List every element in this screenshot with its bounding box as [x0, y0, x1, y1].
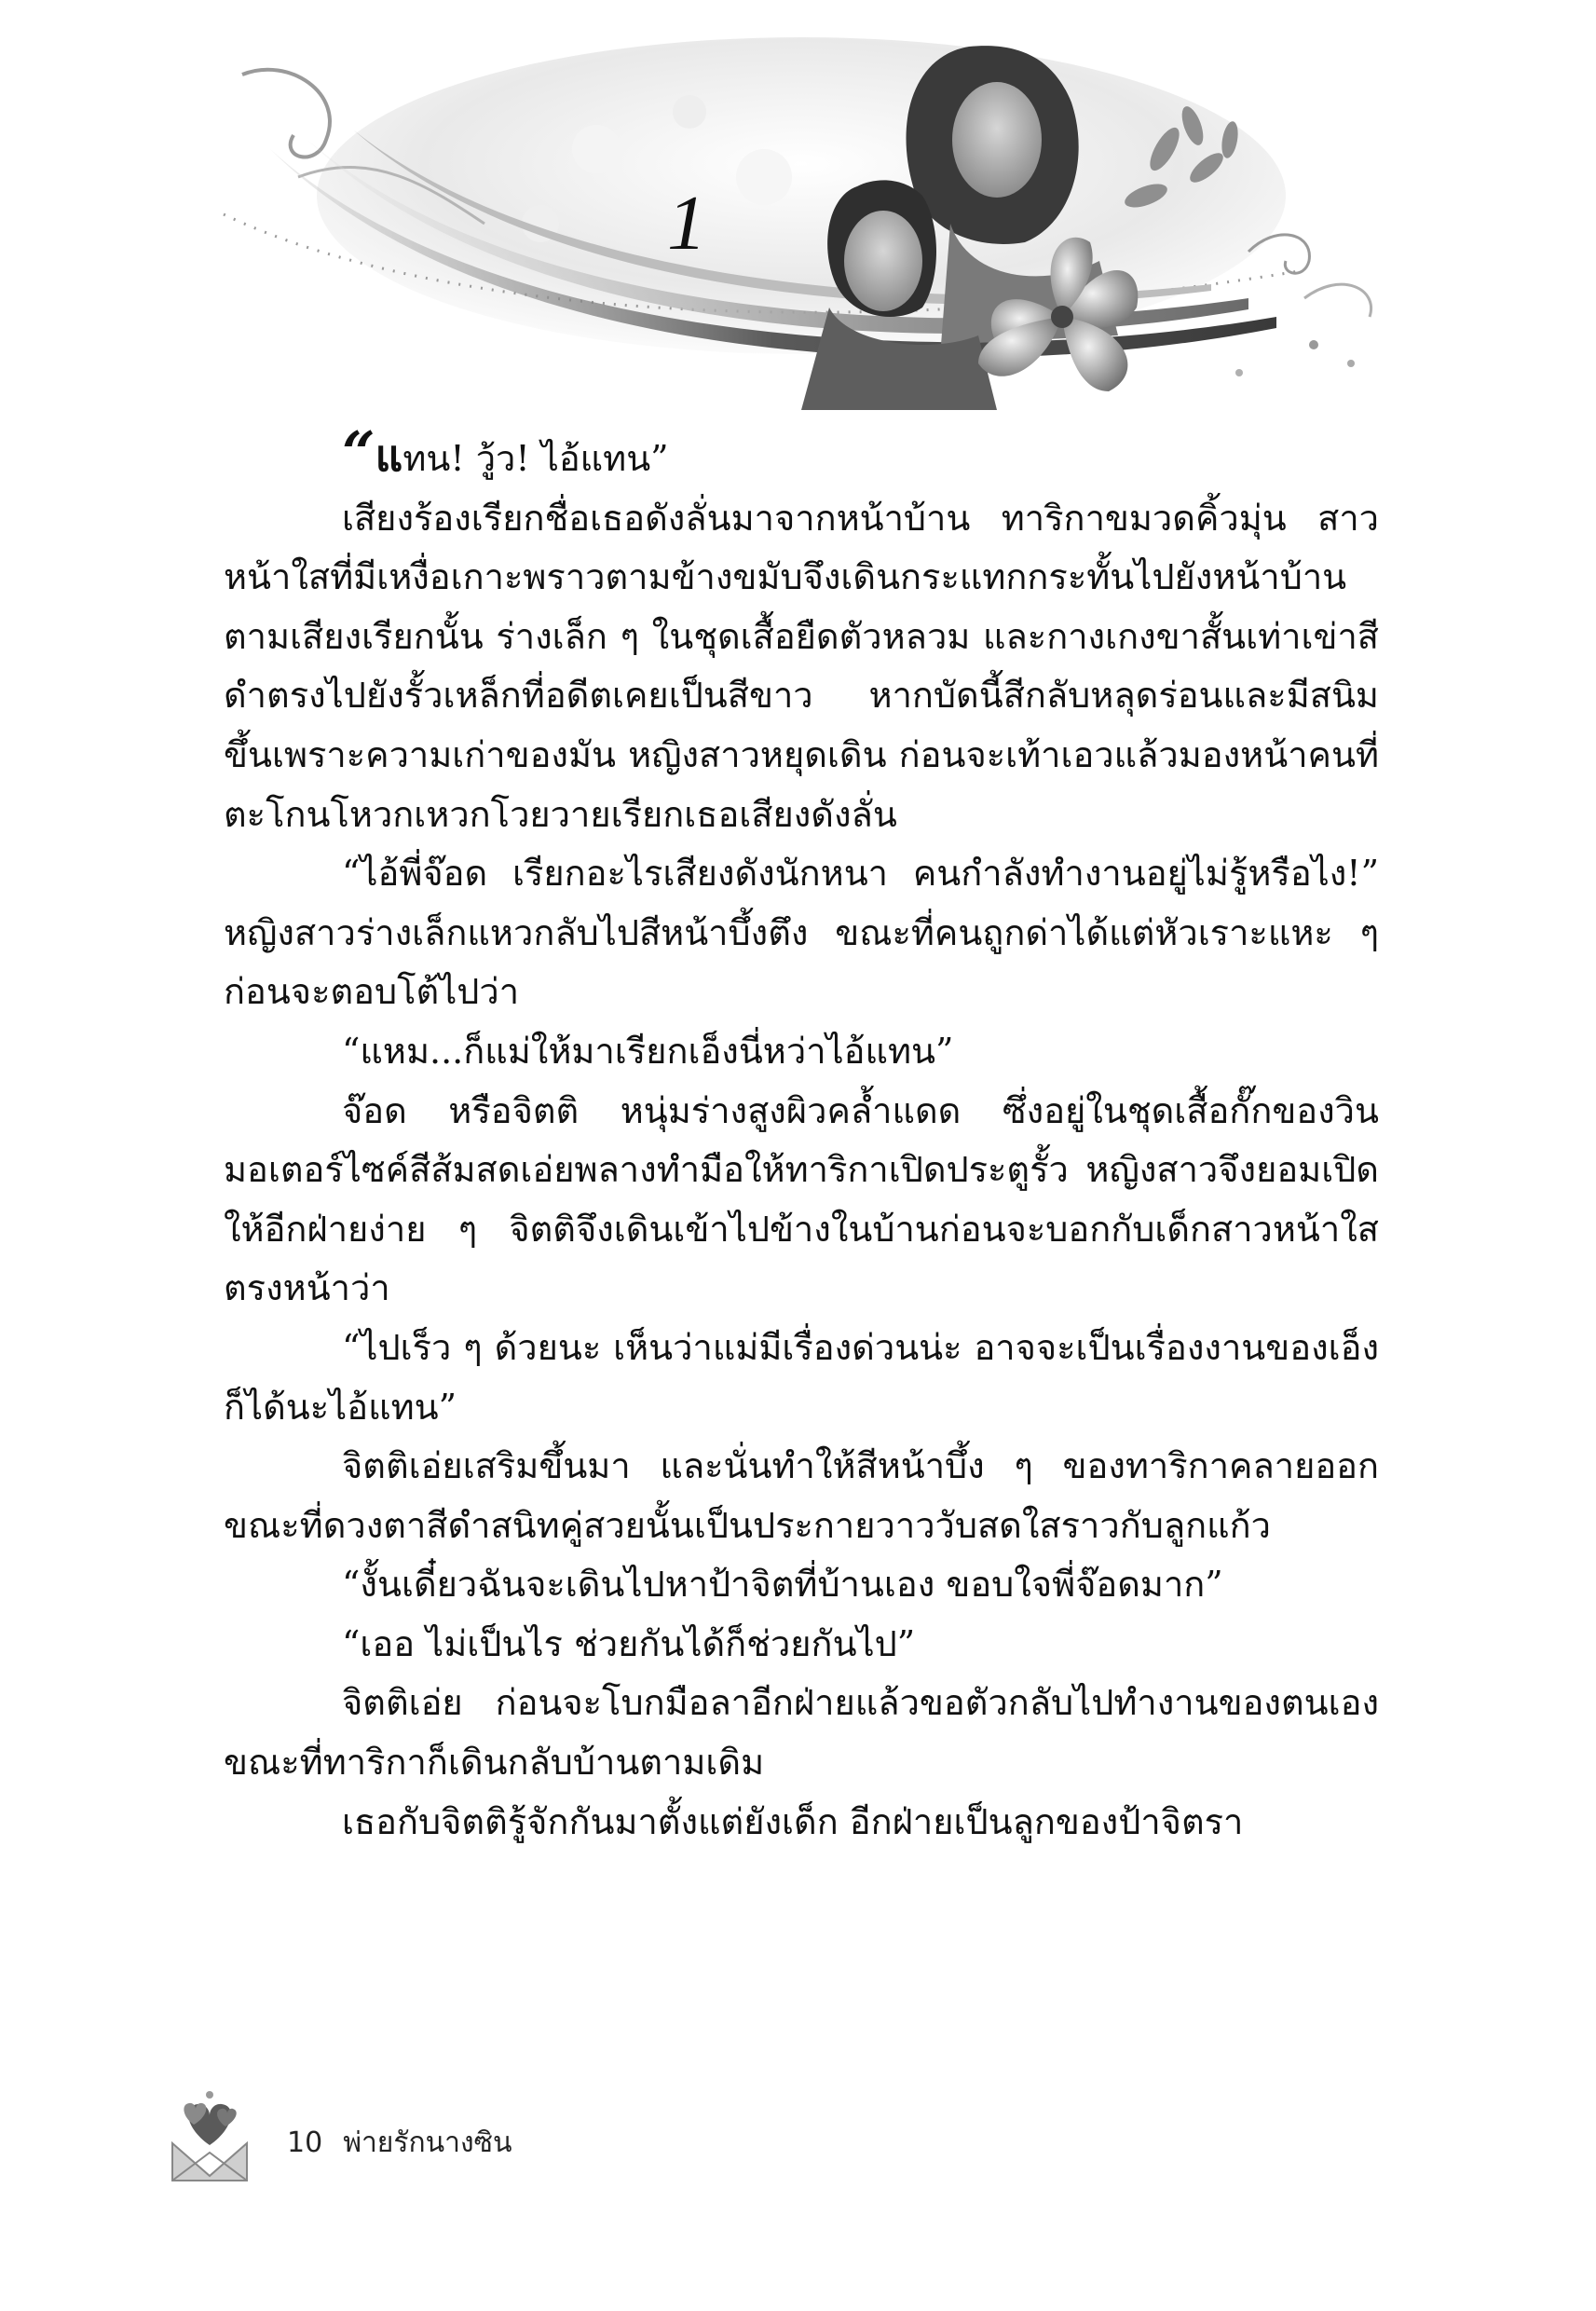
chapter-number: 1	[667, 180, 706, 267]
drop-cap-letter: แ	[375, 431, 403, 481]
paragraph: “ไปเร็ว ๆ ด้วยนะ เห็นว่าแม่มีเรื่องด่วนน่ะ อาจจะเป็นเรื่องงานของเอ็งก็ได้นะไอ้แทน”	[224, 1326, 1379, 1428]
page-number: 10	[287, 2126, 323, 2159]
paragraph: จ๊อด หรือจิตติ หนุ่มร่างสูงผิวคล้ำแดด ซึ่งอยู่ในชุดเสื้อกั๊กของวินมอเตอร์ไซค์สีส้มสดเอ่ยพลางทำมือให้ทาริกาเปิดประตูรั้ว หญิงสาวจึงยอมเปิดให้อีกฝ่ายง่าย ๆ จิตติจึงเดินเข้าไปข้างในบ้านก่อนจะบอกกับเด็กสาวหน้าใสตรงหน้าว่า	[224, 1089, 1379, 1309]
opening-quote-mark: “	[342, 418, 375, 486]
paragraph: จิตติเอ่ย ก่อนจะโบกมือลาอีกฝ่ายแล้วขอตัวกลับไปทำงานของตนเอง ขณะที่ทาริกาก็เดินกลับบ้านตามเดิม	[224, 1682, 1379, 1784]
paragraph: “แหม...ก็แม่ให้มาเรียกเอ็งนี่หว่าไอ้แทน”	[342, 1030, 954, 1072]
book-title: พ่ายรักนางซิน	[343, 2126, 512, 2159]
romance-couple-flower-illustration-icon	[205, 37, 1416, 429]
opening-line-rest: ทน! วู้ว! ไอ้แทน”	[402, 438, 669, 479]
paragraph: “เออ ไม่เป็นไร ช่วยกันได้ก็ช่วยกันไป”	[342, 1622, 916, 1664]
paragraph: เสียงร้องเรียกชื่อเธอดังลั่นมาจากหน้าบ้าน ทาริกาขมวดคิ้วมุ่น สาวหน้าใสที่มีเหงื่อเกาะพราวตามข้างขมับจึงเดินกระแทกกระทั้นไปยังหน้าบ้านตามเสียงเรียกนั้น ร่างเล็ก ๆ ในชุดเสื้อยืดตัวหลวม และกางเกงขาสั้นเท่าเข่าสีดำตรงไปยังรั้วเหล็กที่อดีตเคยเป็นสีขาว หากบัดนี้สีกลับหลุดร่อนและมีสนิมขึ้นเพราะความเก่าของมัน หญิงสาวหยุดเดิน ก่อนจะเท้าเอวแล้วมองหน้าคนที่ตะโกนโหวกเหวกโวยวายเรียกเธอเสียงดังลั่น	[224, 497, 1379, 835]
footer-running-head	[287, 2121, 512, 2165]
opening-line	[224, 418, 1379, 489]
paragraph: จิตติเอ่ยเสริมขึ้นมา และนั่นทำให้สีหน้าบึ้ง ๆ ของทาริกาคลายออก ขณะที่ดวงตาสีดำสนิทคู่สวยนั้นเป็นประกายวาววับสดใสราวกับลูกแก้ว	[224, 1445, 1379, 1546]
heart-envelope-icon	[158, 2087, 261, 2190]
chapter-header-illustration	[205, 37, 1416, 429]
paragraph: “ไอ้พี่จ๊อด เรียกอะไรเสียงดังนักหนา คนกำลังทำงานอยู่ไม่รู้หรือไง!” หญิงสาวร่างเล็กแหวกลับไปสีหน้าบึ้งตึง ขณะที่คนถูกด่าได้แต่หัวเราะแหะ ๆ ก่อนจะตอบโต้ไปว่า	[224, 853, 1379, 1013]
paragraph: เธอกับจิตติรู้จักกันมาตั้งแต่ยังเด็ก อีกฝ่ายเป็นลูกของป้าจิตรา	[342, 1800, 1244, 1842]
page-footer	[158, 2087, 811, 2199]
paragraph: “งั้นเดี๋ยวฉันจะเดินไปหาป้าจิตที่บ้านเอง ขอบใจพี่จ๊อดมาก”	[342, 1564, 1223, 1606]
chapter-body-text	[224, 418, 1379, 1852]
